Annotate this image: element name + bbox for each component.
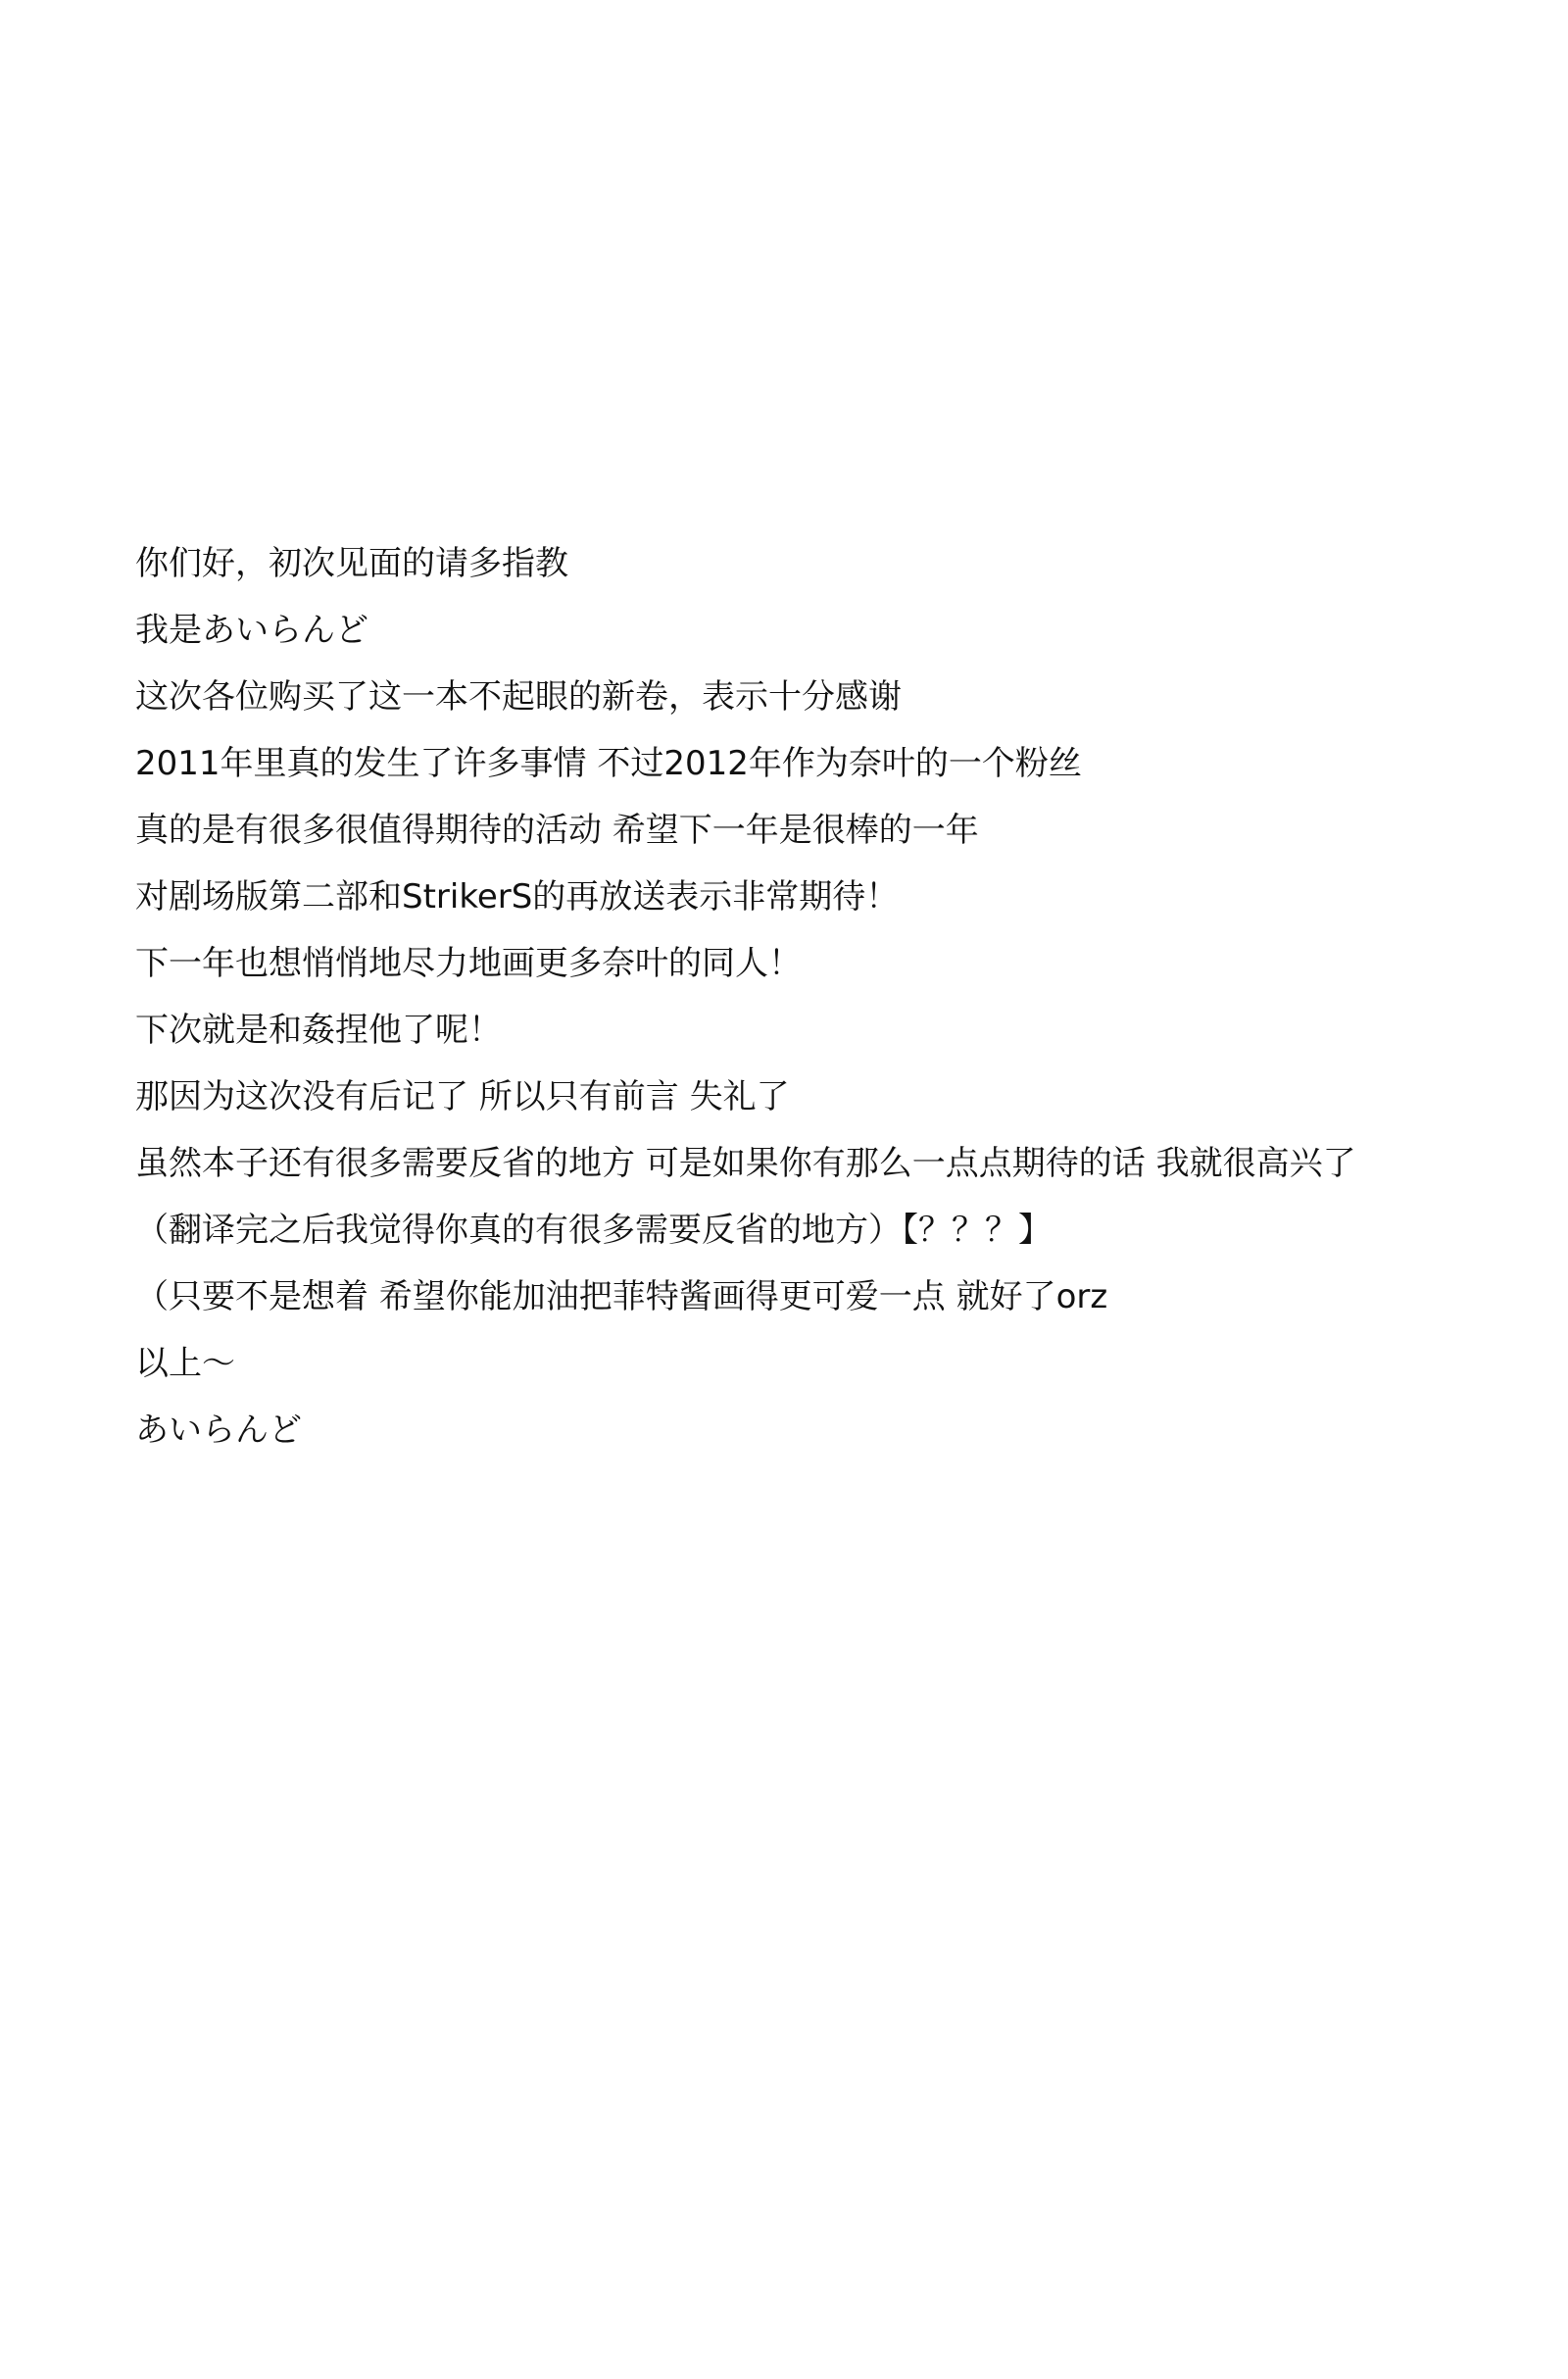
text-line: 对剧场版第二部和StrikerS的再放送表示非常期待！ bbox=[135, 877, 900, 917]
text-line-self-intro: 我是あいらんど bbox=[135, 611, 368, 650]
text-line-thanks: 这次各位购买了这一本不起眼的新卷，表示十分感谢 bbox=[135, 677, 902, 717]
translator-note: （翻译完之后我觉得你真的有很多需要反省的地方）【？？？】 bbox=[135, 1211, 1052, 1250]
text-line-closing: 以上～ bbox=[135, 1344, 235, 1383]
author-signature: あいらんど bbox=[135, 1411, 302, 1450]
afterword-text bbox=[135, 533, 1546, 1466]
translator-note: （只要不是想着 希望你能加油把菲特酱画得更可爱一点 就好了orz bbox=[135, 1277, 1108, 1316]
text-line: 虽然本子还有很多需要反省的地方 可是如果你有那么一点点期待的话 我就很高兴了 bbox=[135, 1144, 1356, 1183]
text-line: 下次就是和姦捏他了呢！ bbox=[135, 1011, 502, 1050]
text-line: 下一年也想悄悄地尽力地画更多奈叶的同人！ bbox=[135, 944, 802, 983]
text-line: 真的是有很多很值得期待的活动 希望下一年是很棒的一年 bbox=[135, 811, 979, 850]
text-line: 2011年里真的发生了许多事情 不过2012年作为奈叶的一个粉丝 bbox=[135, 744, 1082, 783]
text-line-greeting: 你们好，初次见面的请多指教 bbox=[135, 544, 568, 583]
text-line: 那因为这次没有后记了 所以只有前言 失礼了 bbox=[135, 1077, 790, 1116]
